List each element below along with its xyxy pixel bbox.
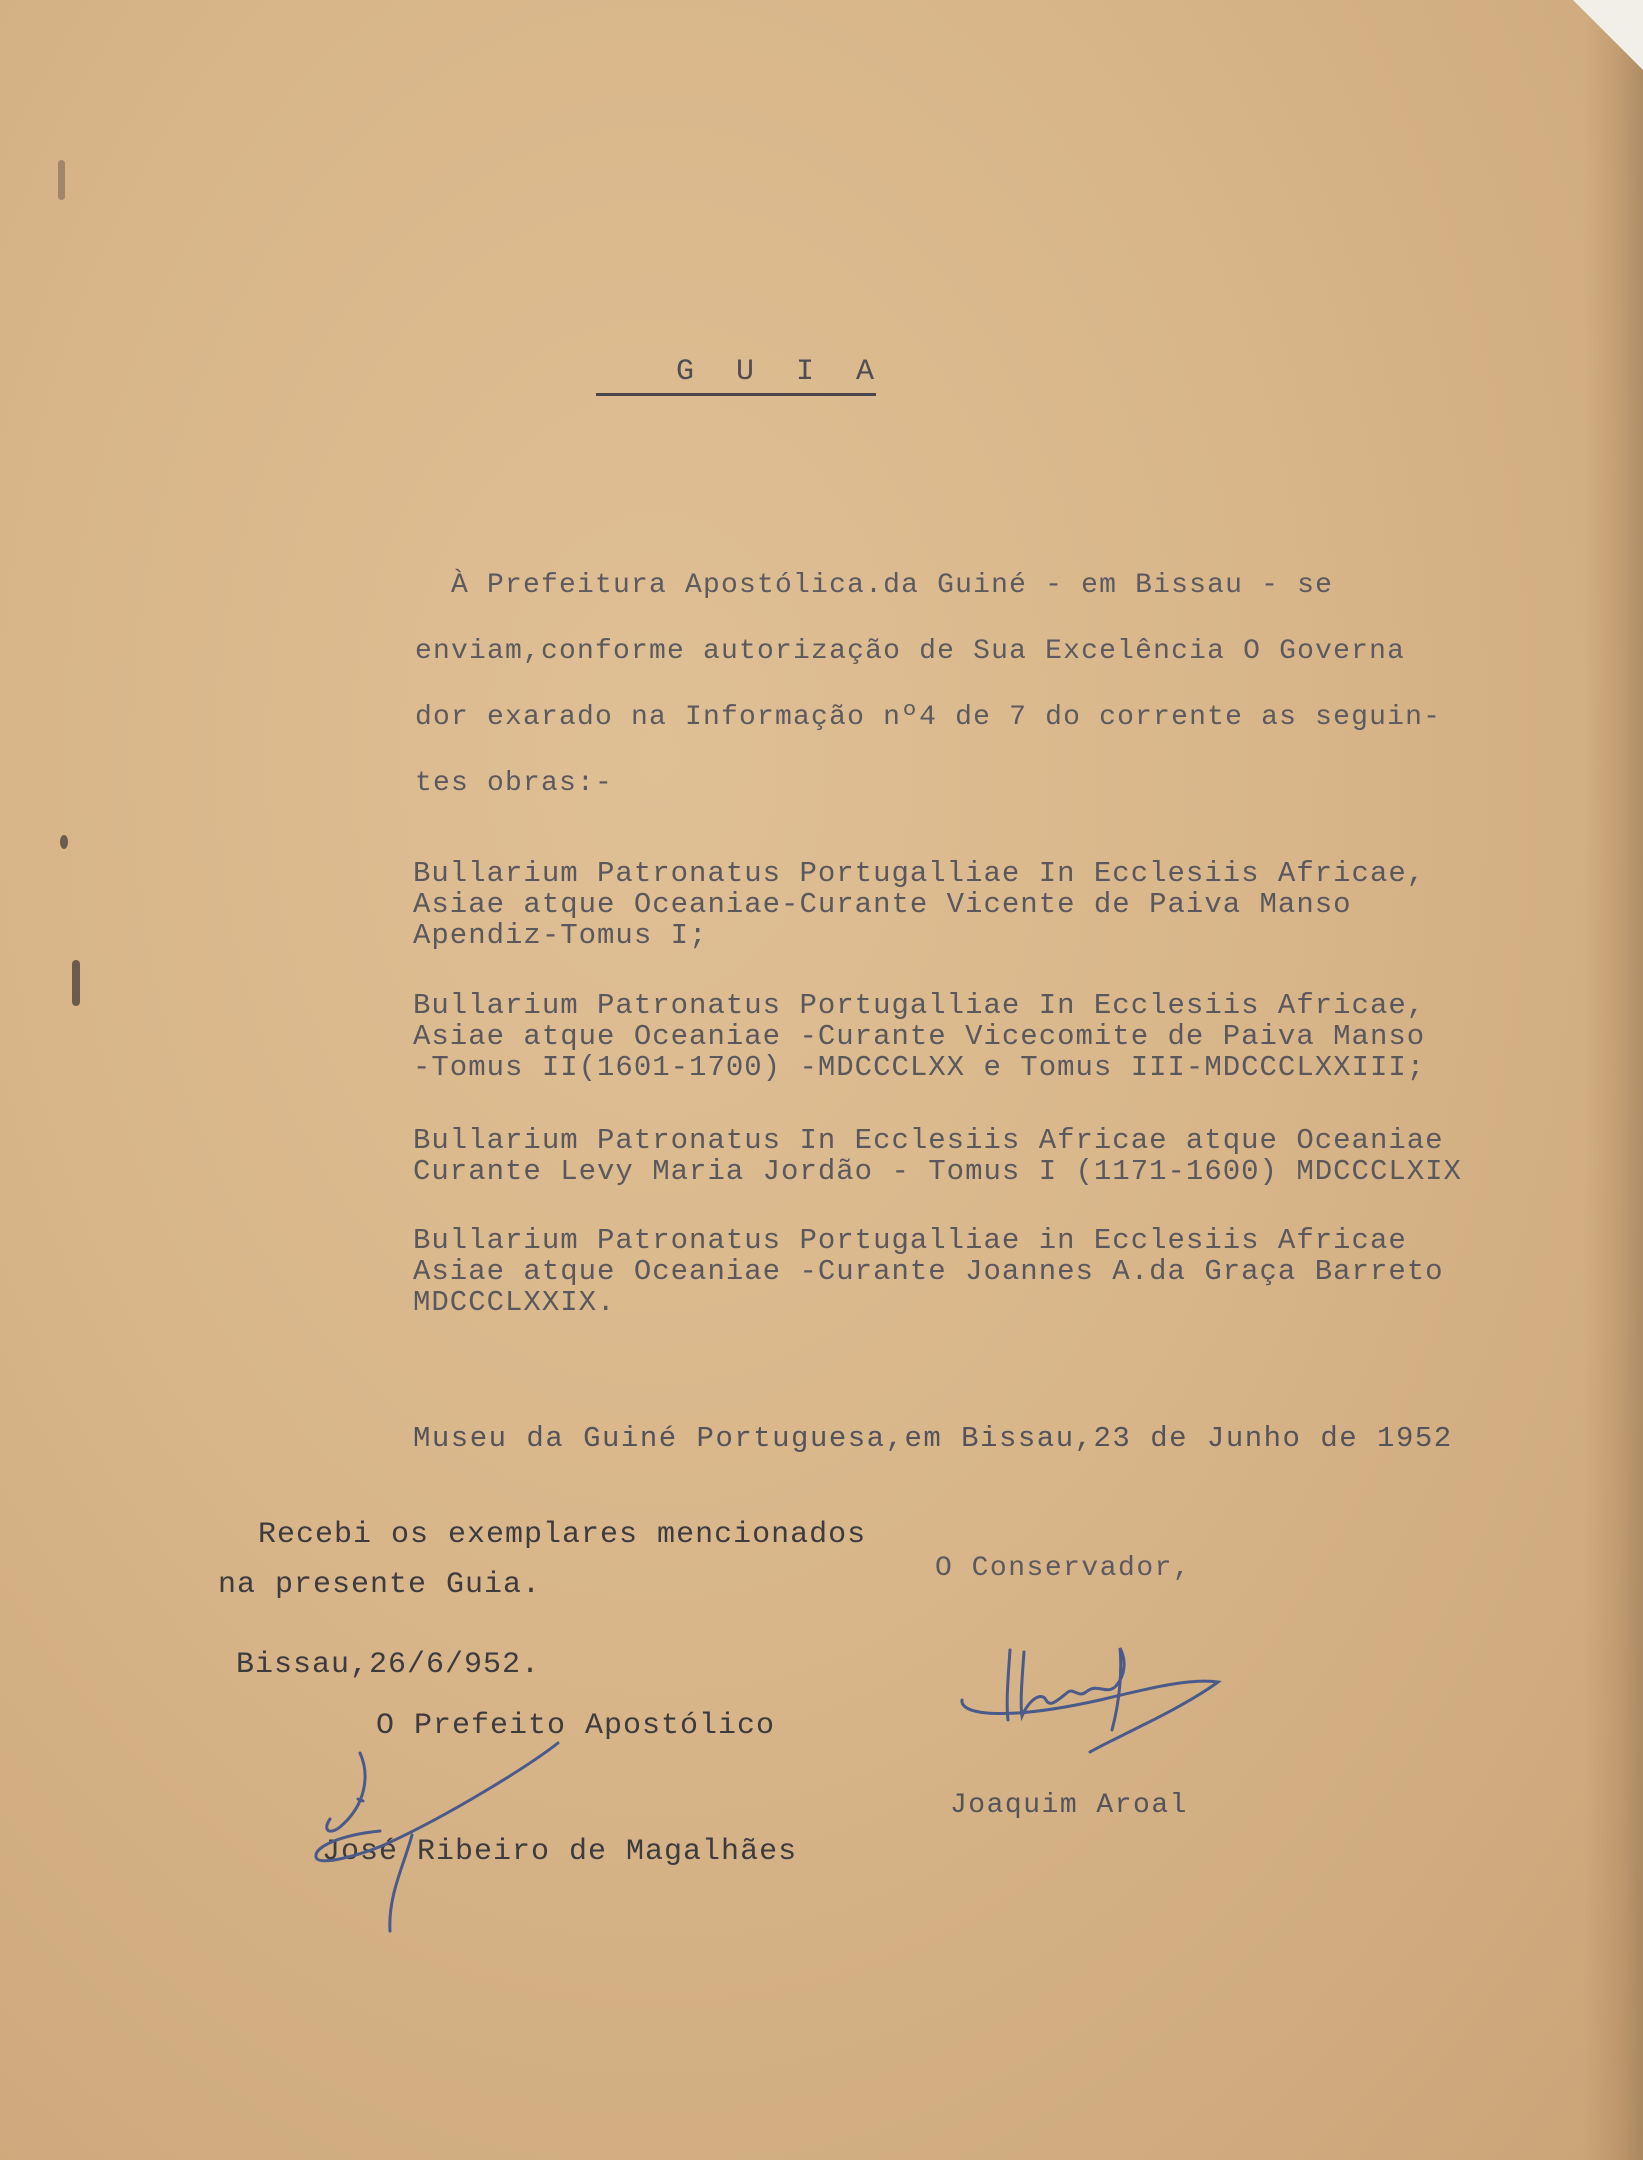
work-line: -Tomus II(1601-1700) -MDCCCLXX e Tomus III-MDCCCLXXIII; [413, 1051, 1426, 1084]
paper-mark [58, 160, 65, 200]
receipt-date: Bissau,26/6/952. [236, 1648, 541, 1682]
title-underline [596, 393, 876, 396]
folded-corner [1573, 0, 1643, 70]
work-line: Bullarium Patronatus Portugalliae In Ecclesiis Africae, [413, 857, 1426, 890]
paper-mark [60, 835, 68, 849]
work-line: Bullarium Patronatus Portugalliae In Ecclesiis Africae, [413, 989, 1426, 1022]
paper-mark [72, 960, 80, 1006]
paragraph-line: tes obras:- [415, 768, 614, 799]
paragraph-line: enviam,conforme autorização de Sua Excelência O Governa [415, 636, 1406, 667]
document-title: G U I A [676, 355, 887, 389]
work-line: Bullarium Patronatus Portugalliae in Ecclesiis Africae [413, 1224, 1407, 1257]
receipt-line: na presente Guia. [218, 1568, 542, 1602]
conservator-name: Joaquim Aroal [950, 1790, 1188, 1821]
work-line: Curante Levy Maria Jordão - Tomus I (1171-1600) MDCCCLXIX [413, 1155, 1462, 1188]
conservator-role: O Conservador, [935, 1553, 1192, 1584]
place-date-line: Museu da Guiné Portuguesa,em Bissau,23 de Junho de 1952 [413, 1422, 1453, 1455]
work-line: Asiae atque Oceaniae-Curante Vicente de Paiva Manso [413, 888, 1352, 921]
paragraph-line: dor exarado na Informação nº4 de 7 do corrente as seguin- [415, 702, 1442, 733]
work-line: MDCCCLXXIX. [413, 1286, 616, 1319]
receipt-signer-name: José Ribeiro de Magalhães [322, 1835, 798, 1869]
receipt-line: Recebi os exemplares mencionados [258, 1518, 867, 1552]
work-line: Apendiz-Tomus I; [413, 919, 708, 952]
work-line: Asiae atque Oceaniae -Curante Vicecomite de Paiva Manso [413, 1020, 1426, 1053]
work-line: Bullarium Patronatus In Ecclesiis Africae atque Oceaniae [413, 1124, 1444, 1157]
paragraph-line: À Prefeitura Apostólica.da Guiné - em Bissau - se [415, 570, 1334, 601]
receipt-role: O Prefeito Apostólico [376, 1709, 776, 1743]
work-line: Asiae atque Oceaniae -Curante Joannes A.da Graça Barreto [413, 1255, 1444, 1288]
conservator-signature [950, 1640, 1230, 1760]
paper-edge-shadow [1583, 0, 1643, 2160]
